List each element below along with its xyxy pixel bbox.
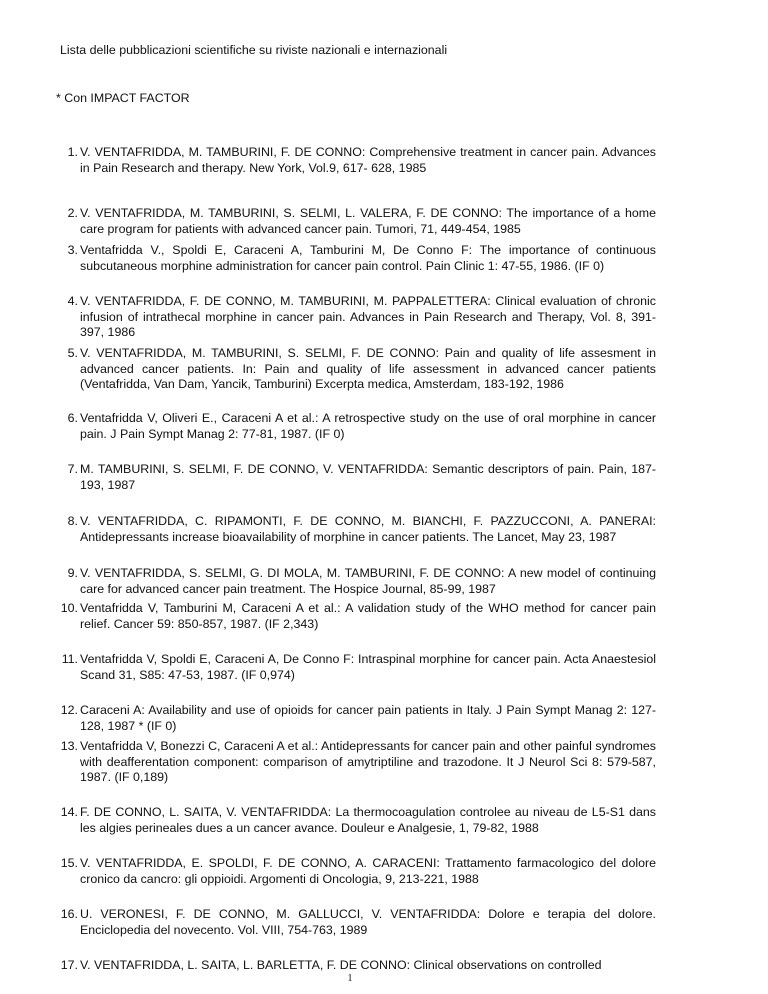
publication-citation: Ventafridda V, Oliveri E., Caraceni A et al.: A retrospective study on the use of oral morphine in cancer pain. J Pain Sympt Manag 2: 77-81, 1987. (IF 0): [80, 411, 656, 441]
publication-number: 11.: [61, 652, 78, 666]
publication-citation: V. VENTAFRIDDA, L. SAITA, L. BARLETTA, F. DE CONNO: Clinical observations on controlled: [80, 958, 602, 972]
publication-number: 17.: [60, 958, 78, 972]
publication-entry: [67, 243, 656, 274]
publication-entry: [60, 601, 656, 632]
publication-citation: Ventafridda V, Bonezzi C, Caraceni A et al.: Antidepressants for cancer pain and other painful syndromes with deafferentation component: comparison of amytriptiline and trazodone. It J Neurol Sci 8: 579-587, 1987. (IF 0,189): [80, 739, 656, 785]
publication-citation: V. VENTAFRIDDA, C. RIPAMONTI, F. DE CONNO, M. BIANCHI, F. PAZZUCCONI, A. PANERAI: Antidepressants increase bioavailability of morphine in cancer patients. The Lancet, May 23, 1987: [80, 514, 656, 544]
document-heading: Lista delle pubblicazioni scientifiche su riviste nazionali e internazionali: [60, 43, 448, 57]
publication-entry: [67, 462, 656, 493]
publication-number: 10.: [60, 601, 78, 615]
impact-factor-note: * Con IMPACT FACTOR: [56, 91, 190, 105]
publication-entry: [60, 856, 656, 887]
publication-citation: Caraceni A: Availability and use of opioids for cancer pain patients in Italy. J Pain Sympt Manag 2: 127-128, 1987 * (IF 0): [80, 703, 656, 733]
publication-number: 3.: [67, 243, 78, 257]
publication-entry: [61, 652, 656, 683]
publication-citation: Ventafridda V, Spoldi E, Caraceni A, De Conno F: Intraspinal morphine for cancer pain. Acta Anaestesiol Scand 31, S85: 47-53, 1987. (IF 0,974): [80, 652, 656, 682]
publication-entry: [60, 739, 656, 786]
publication-citation: V. VENTAFRIDDA, M. TAMBURINI, F. DE CONNO: Comprehensive treatment in cancer pain. Advances in Pain Research and therapy. New York, Vol.9, 617- 628, 1985: [80, 145, 656, 175]
publication-entry: [67, 346, 656, 393]
publication-number: 13.: [60, 739, 78, 753]
publication-citation: V. VENTAFRIDDA, E. SPOLDI, F. DE CONNO, A. CARACENI: Trattamento farmacologico del dolore cronico da cancro: gli oppioidi. Argomenti di Oncologia, 9, 213-221, 1988: [80, 856, 656, 886]
publication-number: 1.: [67, 145, 78, 159]
publication-citation: Ventafridda V., Spoldi E, Caraceni A, Tamburini M, De Conno F: The importance of continuous subcutaneous morphine administration for cancer pain control. Pain Clinic 1: 47-55, 1986. (IF 0): [80, 243, 656, 273]
publication-number: 8.: [67, 514, 78, 528]
publication-entry: [60, 703, 656, 734]
publication-number: 6.: [67, 411, 78, 425]
publication-citation: Ventafridda V, Tamburini M, Caraceni A et al.: A validation study of the WHO method for cancer pain relief. Cancer 59: 850-857, 1987. (IF 2,343): [80, 601, 656, 631]
publication-citation: V. VENTAFRIDDA, F. DE CONNO, M. TAMBURINI, M. PAPPALETTERA: Clinical evaluation of chronic infusion of intrathecal morphine in cancer pain. Advances in Pain Research and Therapy, Vol. 8, 391-397, 1986: [80, 294, 656, 340]
publication-citation: V. VENTAFRIDDA, M. TAMBURINI, S. SELMI, L. VALERA, F. DE CONNO: The importance of a home care program for patients with advanced cancer pain. Tumori, 71, 449-454, 1985: [80, 206, 656, 236]
publication-entry: [67, 206, 656, 237]
publication-citation: V. VENTAFRIDDA, M. TAMBURINI, S. SELMI, F. DE CONNO: Pain and quality of life assesment in advanced cancer patients. In: Pain and quality of life assessment in advanced cancer patients (Ventafridda, Van Dam, Yancik, Tamburini) Excerpta medica, Amsterdam, 183-192, 1986: [80, 346, 656, 392]
publication-number: 15.: [60, 856, 78, 870]
publication-entry: [67, 514, 656, 545]
publication-citation: V. VENTAFRIDDA, S. SELMI, G. DI MOLA, M. TAMBURINI, F. DE CONNO: A new model of continuing care for advanced cancer pain treatment. The Hospice Journal, 85-99, 1987: [80, 566, 656, 596]
publication-entry: [60, 805, 656, 836]
publication-entry: [67, 566, 656, 597]
publication-number: 12.: [60, 703, 78, 717]
publication-entry: [67, 411, 656, 442]
publication-citation: F. DE CONNO, L. SAITA, V. VENTAFRIDDA: La thermocoagulation controlee au niveau de L5-S1 dans les algies perineales dues a un cancer avance. Douleur e Analgesie, 1, 79-82, 1988: [80, 805, 656, 835]
page-number: 1: [347, 973, 353, 984]
publication-entry: [67, 294, 656, 341]
publication-number: 7.: [67, 462, 78, 476]
publication-entry: [60, 958, 656, 974]
publication-citation: M. TAMBURINI, S. SELMI, F. DE CONNO, V. VENTAFRIDDA: Semantic descriptors of pain. Pain, 187-193, 1987: [80, 462, 656, 492]
publication-number: 4.: [67, 294, 78, 308]
publication-citation: U. VERONESI, F. DE CONNO, M. GALLUCCI, V. VENTAFRIDDA: Dolore e terapia del dolore. Enciclopedia del novecento. Vol. VIII, 754-763, 1989: [80, 907, 656, 937]
publication-number: 16.: [60, 907, 78, 921]
publication-number: 5.: [67, 346, 78, 360]
publication-entry: [60, 907, 656, 938]
publication-number: 2.: [67, 206, 78, 220]
publication-number: 9.: [67, 566, 78, 580]
publication-entry: [67, 145, 656, 176]
publication-number: 14.: [60, 805, 78, 819]
